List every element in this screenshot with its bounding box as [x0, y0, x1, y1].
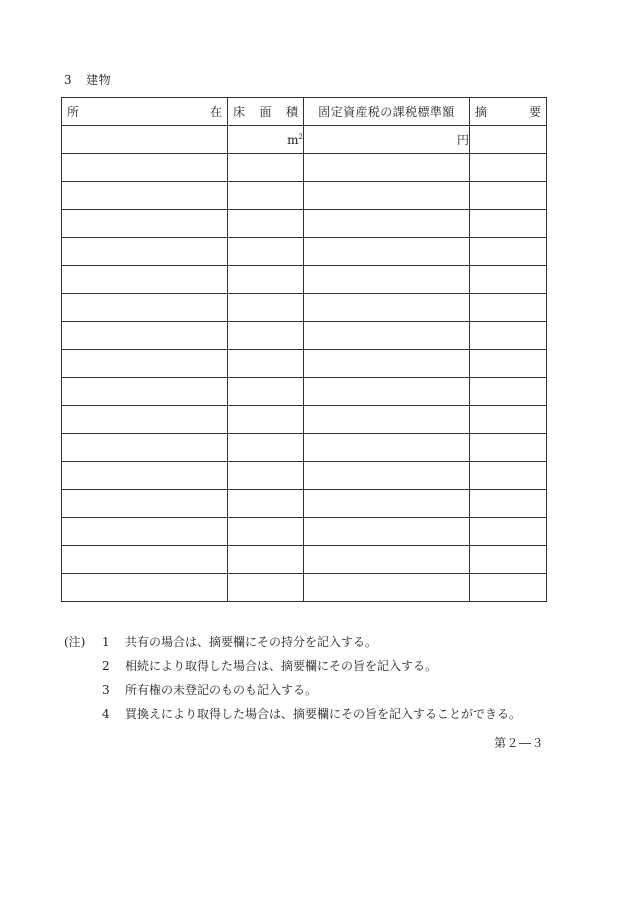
table-cell[interactable] [470, 266, 547, 294]
header-remarks [470, 98, 547, 126]
table-cell[interactable] [304, 434, 470, 462]
table-cell[interactable] [304, 546, 470, 574]
table-cell[interactable] [62, 490, 228, 518]
note-text: 所有権の未登記のものも記入する。 [125, 683, 318, 697]
table-cell[interactable] [62, 378, 228, 406]
header-floor-area-char: 面 [259, 105, 272, 119]
table-row [62, 322, 547, 350]
table-row [62, 266, 547, 294]
currency-unit: 円 [456, 133, 469, 147]
table-cell[interactable] [304, 266, 470, 294]
note-number: 3 [102, 683, 110, 697]
section-number: 3 [64, 73, 73, 87]
table-cell[interactable] [228, 210, 304, 238]
table-cell[interactable] [304, 238, 470, 266]
section-title [64, 71, 111, 88]
table-row [62, 182, 547, 210]
note-number: 2 [102, 659, 110, 673]
header-floor-area-char: 床 [233, 105, 246, 119]
table-cell[interactable] [304, 574, 470, 602]
note-number: 4 [102, 707, 110, 721]
header-row [62, 98, 547, 126]
table-row [62, 406, 547, 434]
table-cell[interactable] [470, 126, 547, 154]
table-cell[interactable] [62, 546, 228, 574]
header-tax-base-text: 固定資産税の課税標準額 [318, 105, 455, 119]
header-remarks-char: 摘 [475, 105, 488, 119]
area-unit-cell[interactable] [228, 126, 304, 154]
table-cell[interactable] [304, 518, 470, 546]
table-cell[interactable] [470, 434, 547, 462]
table-cell[interactable] [304, 406, 470, 434]
note-text: 買換えにより取得した場合は、摘要欄にその旨を記入することができる。 [125, 707, 522, 721]
table-cell[interactable] [470, 154, 547, 182]
table-cell[interactable] [62, 210, 228, 238]
table-cell[interactable] [304, 490, 470, 518]
table-row [62, 574, 547, 602]
table-cell[interactable] [228, 266, 304, 294]
table-cell[interactable] [228, 546, 304, 574]
header-location-char: 所 [67, 105, 80, 119]
table-cell[interactable] [304, 182, 470, 210]
table-row [62, 350, 547, 378]
table-cell[interactable] [304, 350, 470, 378]
table-cell[interactable] [470, 546, 547, 574]
table-cell[interactable] [470, 574, 547, 602]
table-cell[interactable] [62, 294, 228, 322]
table-cell[interactable] [304, 462, 470, 490]
table-row [62, 518, 547, 546]
table-cell[interactable] [62, 574, 228, 602]
table-cell[interactable] [228, 378, 304, 406]
table-cell[interactable] [62, 462, 228, 490]
table-cell[interactable] [470, 490, 547, 518]
table-cell[interactable] [62, 238, 228, 266]
table-cell[interactable] [470, 518, 547, 546]
table-cell[interactable] [62, 406, 228, 434]
table-cell[interactable] [470, 322, 547, 350]
note-number: 1 [102, 635, 110, 649]
header-location [62, 98, 228, 126]
table-cell[interactable] [228, 238, 304, 266]
table-cell[interactable] [62, 154, 228, 182]
header-tax-base [304, 98, 470, 126]
notes-label: (注) [64, 635, 86, 649]
table-cell[interactable] [62, 266, 228, 294]
section-heading: 建物 [86, 73, 112, 87]
table-cell[interactable] [228, 350, 304, 378]
table-row [62, 490, 547, 518]
table-row [62, 546, 547, 574]
table-cell[interactable] [228, 518, 304, 546]
header-remarks-char: 要 [528, 105, 541, 119]
table-row [62, 294, 547, 322]
table-cell[interactable] [62, 126, 228, 154]
table-cell[interactable] [228, 182, 304, 210]
header-floor-area [228, 98, 304, 126]
table-cell[interactable] [304, 294, 470, 322]
table-cell[interactable] [228, 574, 304, 602]
table-cell[interactable] [62, 322, 228, 350]
table-cell[interactable] [228, 154, 304, 182]
table-cell[interactable] [62, 518, 228, 546]
area-unit: m [287, 132, 299, 147]
currency-unit-cell[interactable] [304, 126, 470, 154]
table-cell[interactable] [228, 434, 304, 462]
table-cell[interactable] [62, 182, 228, 210]
table-row [62, 462, 547, 490]
note-text: 相続により取得した場合は、摘要欄にその旨を記入する。 [125, 659, 438, 673]
table-cell[interactable] [470, 350, 547, 378]
table-cell[interactable] [470, 294, 547, 322]
table-cell[interactable] [228, 462, 304, 490]
table-cell[interactable] [470, 238, 547, 266]
table-row [62, 154, 547, 182]
header-location-char: 在 [209, 105, 222, 119]
table-row [62, 378, 547, 406]
table-cell[interactable] [228, 490, 304, 518]
table-cell[interactable] [470, 210, 547, 238]
table-cell[interactable] [304, 154, 470, 182]
table-cell[interactable] [304, 210, 470, 238]
header-floor-area-char: 積 [285, 105, 298, 119]
table-cell[interactable] [228, 294, 304, 322]
table-cell[interactable] [228, 322, 304, 350]
table-cell[interactable] [470, 406, 547, 434]
table-cell[interactable] [228, 406, 304, 434]
table-row [62, 238, 547, 266]
table-cell[interactable] [470, 378, 547, 406]
unit-row [62, 126, 547, 154]
table-cell[interactable] [62, 350, 228, 378]
table-cell[interactable] [304, 378, 470, 406]
note-text: 共有の場合は、摘要欄にその持分を記入する。 [125, 635, 378, 649]
table-row [62, 434, 547, 462]
table-row [62, 210, 547, 238]
area-unit-sup: 2 [298, 132, 303, 141]
table-cell[interactable] [470, 462, 547, 490]
table-cell[interactable] [470, 182, 547, 210]
building-table [61, 97, 547, 602]
page-number: 第２―３ [493, 736, 544, 750]
table-cell[interactable] [62, 434, 228, 462]
table-cell[interactable] [304, 322, 470, 350]
